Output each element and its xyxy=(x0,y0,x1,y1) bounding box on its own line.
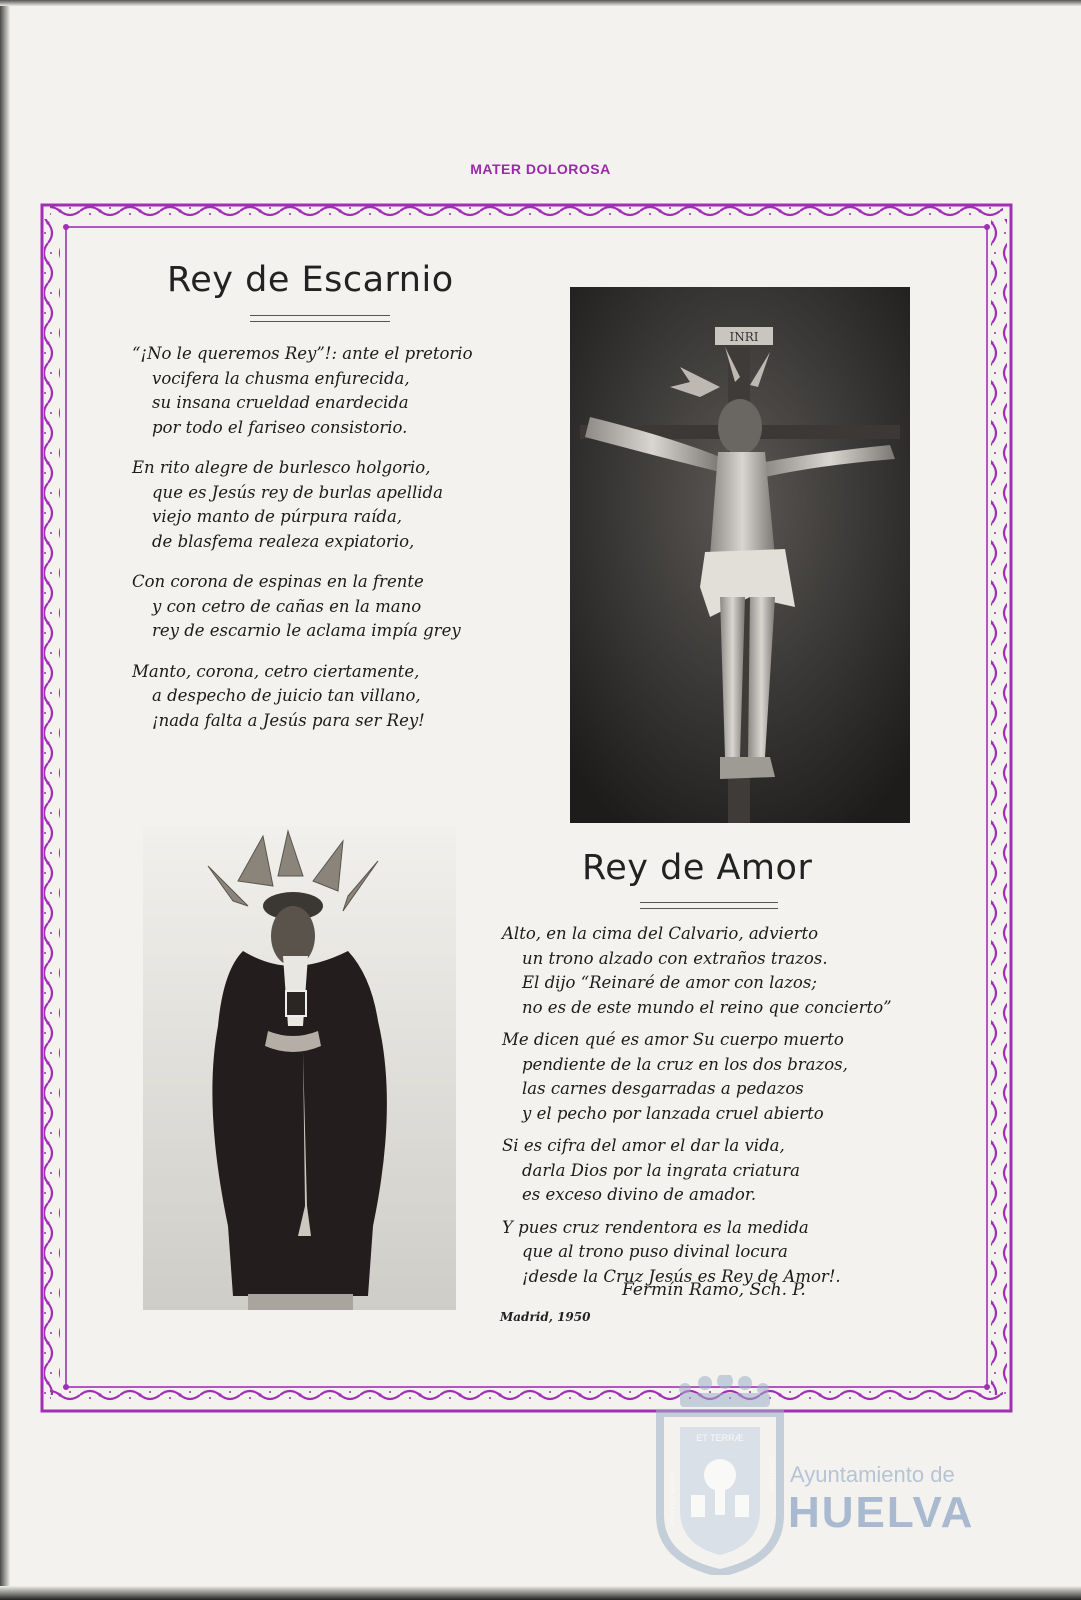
verse-line: Y pues cruz rendentora es la medida xyxy=(502,1217,809,1237)
verse-line: Manto, corona, cetro ciertamente, xyxy=(132,661,420,681)
verse-line: no es de este mundo el reino que concierto” xyxy=(522,997,892,1017)
verse-line: que es Jesús rey de burlas apellida xyxy=(152,482,443,502)
verse-line: rey de escarnio le aclama impía grey xyxy=(152,621,461,640)
author-signature: Fermín Ramo, Sch. P. xyxy=(622,1280,806,1300)
stanza xyxy=(502,1028,892,1126)
crucifix-photo xyxy=(570,287,910,823)
verse-line: ¡desde la Cruz Jesús es Rey de Amor!. xyxy=(522,1266,841,1286)
verse-line: En rito alegre de burlesco holgorio, xyxy=(132,458,431,477)
verse-line: su insana crueldad enardecida xyxy=(152,393,409,412)
place-date: Madrid, 1950 xyxy=(500,1310,591,1324)
watermark-line1: Ayuntamiento de xyxy=(790,1462,955,1487)
page-header: MATER DOLOROSA xyxy=(470,161,611,177)
poem-title-rey-de-escarnio: Rey de Escarnio xyxy=(167,260,454,300)
nazarene-photo xyxy=(143,826,456,1310)
verse-line: vocifera la chusma enfurecida, xyxy=(152,368,410,388)
stanza xyxy=(502,1134,892,1208)
stanza xyxy=(132,342,473,440)
verse-line: Si es cifra del amor el dar la vida, xyxy=(502,1136,785,1155)
verse-line: las carnes desgarradas a pedazos xyxy=(522,1079,804,1098)
poem-rey-de-escarnio xyxy=(132,342,473,749)
verse-line: viejo manto de púrpura raída, xyxy=(152,507,403,526)
inri-plaque: INRI xyxy=(729,330,759,344)
poem-rey-de-amor xyxy=(502,922,892,1289)
verse-line: Con corona de espinas en la frente xyxy=(132,572,424,591)
scan-edge xyxy=(0,1586,1081,1600)
shield-left-motto: PORTUS MARIS xyxy=(670,1471,677,1525)
shield-motto: ET TERRÆ xyxy=(696,1433,744,1443)
verse-line: es exceso divino de amador. xyxy=(522,1185,757,1204)
stanza xyxy=(132,456,473,554)
verse-line: de blasfema realeza expiatorio, xyxy=(152,531,415,551)
scan-edge xyxy=(0,0,1081,6)
stanza xyxy=(502,1216,892,1290)
verse-line: ¡nada falta a Jesús para ser Rey! xyxy=(152,710,425,730)
title-underline xyxy=(640,902,778,909)
stanza xyxy=(132,570,473,644)
scan-edge xyxy=(0,0,10,1600)
verse-line: “¡No le queremos Rey”!: ante el pretorio xyxy=(132,344,473,363)
verse-line: a despecho de juicio tan villano, xyxy=(152,686,421,705)
verse-line: El dijo “Reinaré de amor con lazos; xyxy=(522,973,817,992)
poem-title-rey-de-amor: Rey de Amor xyxy=(582,848,813,888)
stanza xyxy=(502,922,892,1020)
title-underline xyxy=(250,315,390,322)
verse-line: y con cetro de cañas en la mano xyxy=(152,596,422,616)
stanza xyxy=(132,660,473,734)
verse-line: un trono alzado con extraños trazos. xyxy=(522,948,828,968)
verse-line: y el pecho por lanzada cruel abierto xyxy=(522,1103,824,1123)
verse-line: por todo el fariseo consistorio. xyxy=(152,417,408,437)
shield-right-motto: CUSTODIA xyxy=(767,1455,774,1492)
verse-line: darla Dios por la ingrata criatura xyxy=(522,1160,800,1180)
verse-line: Me dicen qué es amor Su cuerpo muerto xyxy=(502,1030,844,1049)
verse-line: Alto, en la cima del Calvario, advierto xyxy=(502,924,819,943)
verse-line: pendiente de la cruz en los dos brazos, xyxy=(522,1054,848,1074)
verse-line: que al trono puso divinal locura xyxy=(522,1242,788,1261)
watermark-line2: HUELVA xyxy=(788,1488,975,1537)
